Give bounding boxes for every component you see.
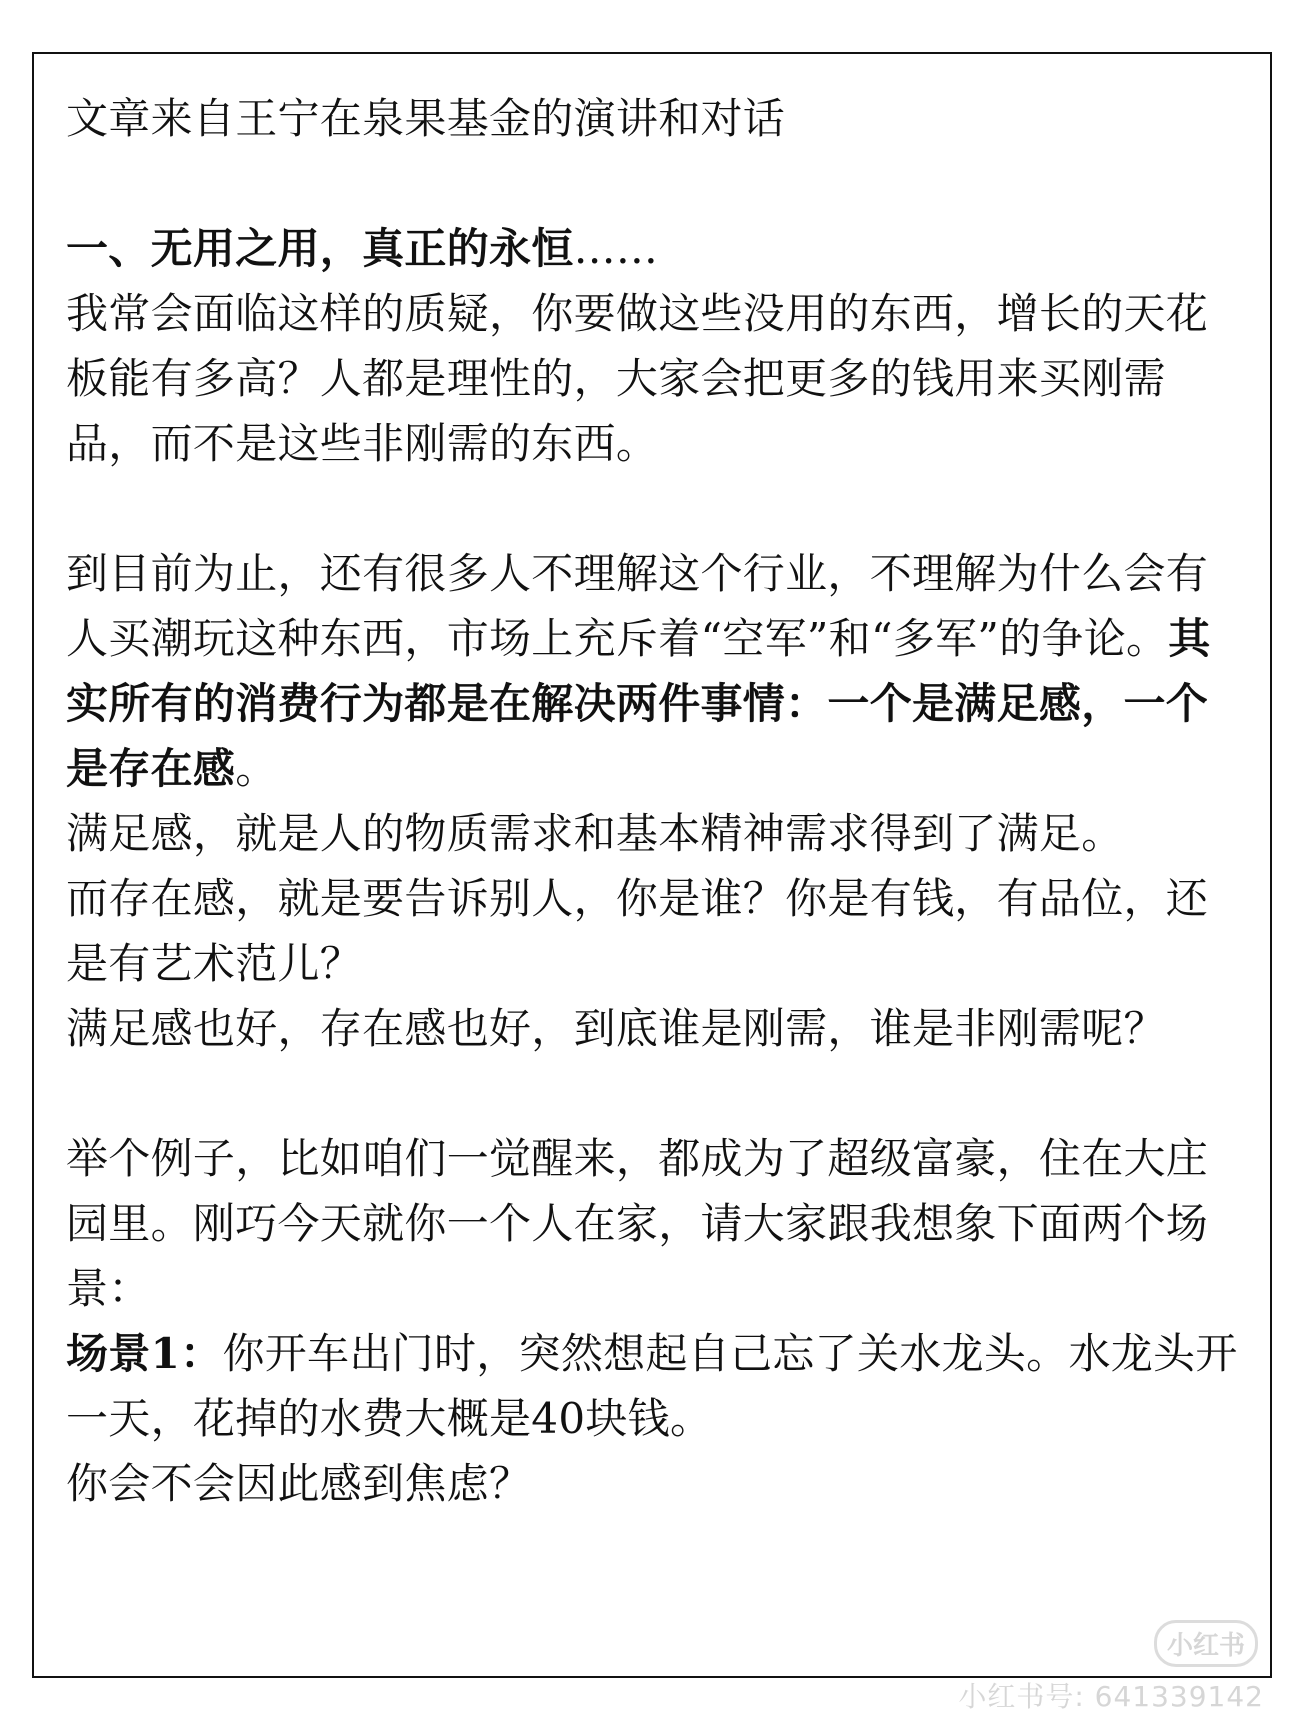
paragraph-gap — [66, 151, 1246, 216]
paragraph-7: 你会不会因此感到焦虑？ — [66, 1459, 532, 1508]
paragraph-gap — [66, 476, 1246, 541]
section-heading-bold: 一、无用之用，真正的永恒 — [66, 224, 574, 273]
paragraph-6: 举个例子，比如咱们一觉醒来，都成为了超级富豪，住在大庄园里。刚巧今天就你一个人在家，请大家跟我想象下面两个场景： — [66, 1134, 1209, 1313]
watermark-logo: 小红书 — [1154, 1620, 1258, 1667]
scene-1 — [66, 1321, 1246, 1451]
section-heading-tail: …… — [573, 224, 659, 273]
paragraph-3: 满足感，就是人的物质需求和基本精神需求得到了满足。 — [66, 809, 1124, 858]
source-line: 文章来自王宁在泉果基金的演讲和对话 — [66, 94, 786, 143]
paragraph-2 — [66, 541, 1246, 801]
paragraph-2-text: 到目前为止，还有很多人不理解这个行业，不理解为什么会有人买潮玩这种东西，市场上充斥着“空军”和“多军”的争论。 — [66, 549, 1209, 663]
paragraph-5: 满足感也好，存在感也好，到底谁是刚需，谁是非刚需呢？ — [66, 1004, 1166, 1053]
paragraph-2-bold: 其实所有的消费行为都是在解决两件事情：一个是满足感，一个是存在感 — [66, 614, 1211, 793]
watermark-id: 小红书号: 641339142 — [958, 1680, 1264, 1713]
scene-1-label: 场景1： — [66, 1329, 223, 1378]
paragraph-gap — [66, 1061, 1246, 1126]
paragraph-1: 我常会面临这样的质疑，你要做这些没用的东西，增长的天花板能有多高？人都是理性的，大家会把更多的钱用来买刚需品，而不是这些非刚需的东西。 — [66, 289, 1209, 468]
scene-1-text: 你开车出门时，突然想起自己忘了关水龙头。水龙头开一天，花掉的水费大概是40块钱。 — [66, 1329, 1238, 1443]
paragraph-4: 而存在感，就是要告诉别人，你是谁？你是有钱，有品位，还是有艺术范儿？ — [66, 874, 1209, 988]
article-body — [66, 86, 1246, 1516]
section-heading — [66, 216, 1246, 281]
paragraph-2-tail: 。 — [235, 744, 278, 793]
